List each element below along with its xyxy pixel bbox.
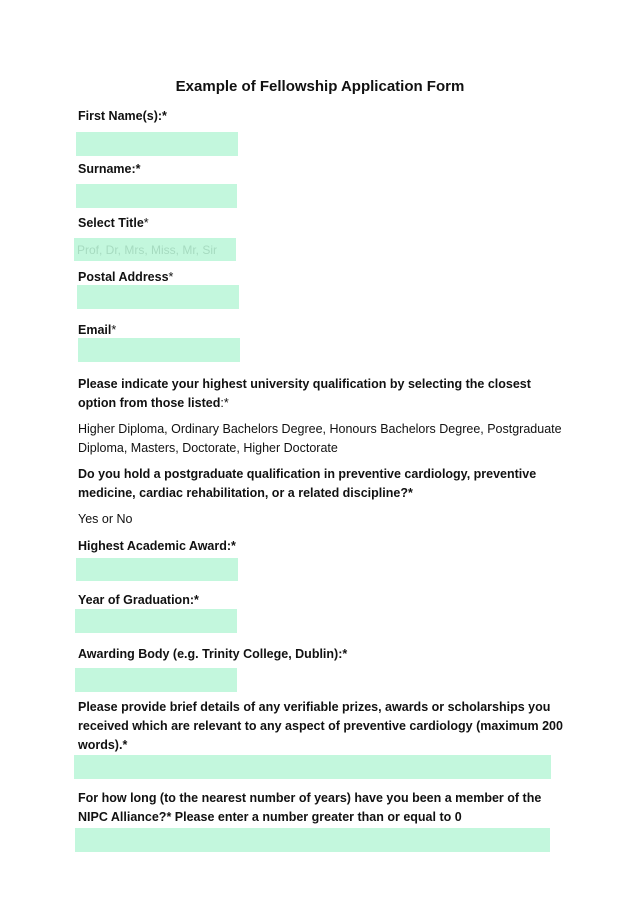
required-mark: *: [111, 323, 117, 337]
title-select-input[interactable]: [74, 238, 236, 261]
surname-label: Surname:*: [78, 162, 141, 176]
form-title: Example of Fellowship Application Form: [175, 78, 465, 95]
membership-question: For how long (to the nearest number of years) have you been a member of the NIPC Alliance?* Please enter a number greater than or equal to 0: [78, 791, 542, 824]
email-input[interactable]: [78, 338, 240, 362]
postal-address-label: [78, 268, 173, 286]
postal-address-label-text: Postal Address: [78, 270, 169, 284]
qualification-question-text: Please indicate your highest university qualification by selecting the closest option from those listed: [78, 377, 531, 410]
membership-years-input[interactable]: [75, 828, 550, 852]
required-mark: *: [143, 216, 149, 230]
postgraduate-options: Yes or No: [78, 512, 133, 526]
first-name-label: First Name(s):*: [78, 109, 167, 123]
first-name-input[interactable]: [76, 132, 238, 156]
graduation-year-label: Year of Graduation:*: [78, 593, 199, 607]
awarding-body-input[interactable]: [75, 668, 237, 692]
prizes-question: Please provide brief details of any verifiable prizes, awards or scholarships you received which are relevant to any aspect of preventive cardiology (maximum 200 words).*: [78, 700, 563, 752]
qualification-question: [78, 375, 568, 413]
highest-award-input[interactable]: [76, 558, 238, 581]
title-select-label-text: Select Title: [78, 216, 144, 230]
email-label-text: Email: [78, 323, 112, 337]
prizes-input[interactable]: [74, 755, 551, 779]
title-select-label: [78, 214, 149, 232]
email-label: [78, 321, 116, 339]
postgraduate-question: Do you hold a postgraduate qualification in preventive cardiology, preventive medicine, cardiac rehabilitation, or a related discipline?*: [78, 467, 537, 500]
postal-address-input[interactable]: [77, 285, 239, 309]
awarding-body-label: Awarding Body (e.g. Trinity College, Dublin):*: [78, 647, 348, 661]
highest-award-label: Highest Academic Award:*: [78, 539, 236, 553]
required-mark: :*: [220, 396, 229, 410]
graduation-year-input[interactable]: [75, 609, 237, 633]
required-mark: *: [168, 270, 174, 284]
surname-input[interactable]: [76, 184, 237, 208]
qualification-options: Higher Diploma, Ordinary Bachelors Degree, Honours Bachelors Degree, Postgraduate Diploma, Masters, Doctorate, Higher Doctorate: [78, 422, 562, 455]
